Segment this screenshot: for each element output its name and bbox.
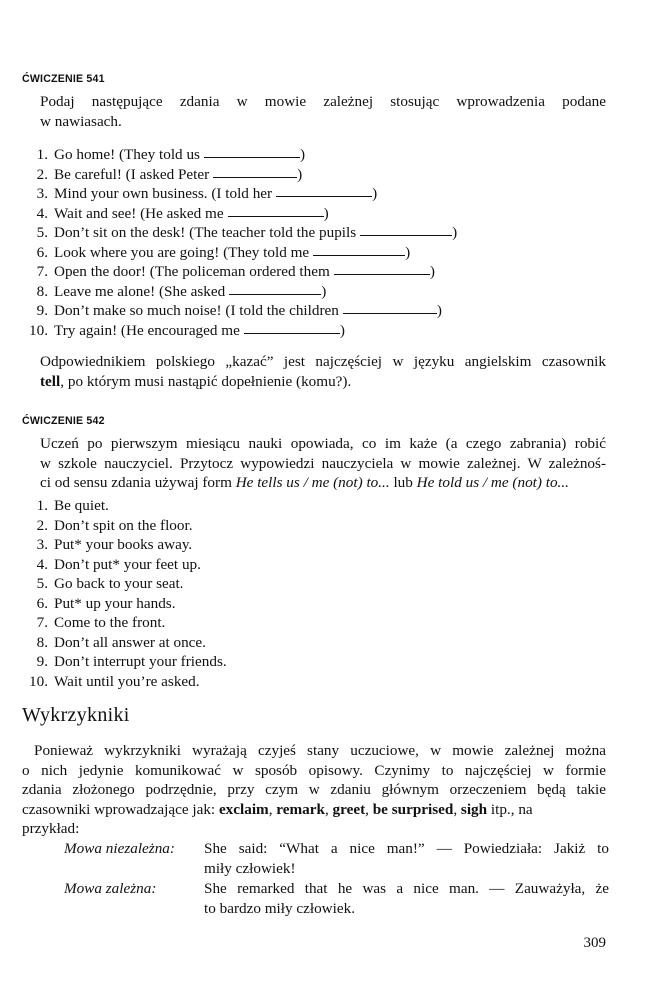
item-number: 1.: [36, 497, 48, 514]
verb-greet: greet: [332, 800, 366, 818]
item-text: Don’t sit on the desk! (The teacher told the pupils: [54, 224, 357, 241]
wykrzykniki-paragraph: [22, 741, 606, 839]
item-text: Be quiet.: [54, 497, 109, 514]
example-direct-line-2: miły człowiek!: [204, 859, 296, 877]
answer-blank[interactable]: [360, 223, 452, 236]
answer-blank[interactable]: [343, 301, 437, 314]
exercise-542-intro: [40, 434, 606, 493]
list-item: [18, 165, 618, 185]
item-number: 8.: [36, 633, 48, 651]
item-text: Don’t make so much noise! (I told the children: [54, 302, 339, 319]
instruction-line-1: Podaj następujące zdania w mowie zależnej stosując wprowadzenia podane: [40, 93, 606, 110]
closing-paren: ): [452, 224, 458, 241]
list-item: [18, 633, 618, 653]
intro-line-2: w szkole nauczyciel. Przytocz wypowiedzi nauczyciela w mowie zależnej. W zależnoś-: [40, 454, 606, 472]
paragraph-line-1: Ponieważ wykrzykniki wyrażają czyjeś stany uczuciowe, w mowie zależnej można: [34, 742, 606, 759]
item-number: 2.: [36, 516, 48, 534]
paragraph-line-5: przykład:: [22, 820, 80, 837]
list-item: [18, 243, 618, 263]
exercise-542-list: [18, 496, 618, 691]
item-number: 4.: [36, 555, 48, 573]
item-text: Don’t interrupt your friends.: [54, 653, 227, 670]
paragraph-line-4-start: czasowniki wprowadzające jak:: [22, 800, 219, 818]
page-number: 309: [583, 935, 606, 951]
closing-paren: ): [299, 146, 306, 163]
item-number: 6.: [36, 594, 48, 612]
answer-blank[interactable]: [244, 321, 340, 334]
item-number: 10.: [29, 672, 48, 690]
item-number: 7.: [36, 614, 48, 631]
item-text: Put* up your hands.: [54, 594, 176, 612]
item-text: Wait until you’re asked.: [54, 672, 200, 690]
closing-paren: ): [429, 263, 435, 280]
list-item: [18, 652, 618, 672]
item-number: 5.: [36, 224, 48, 241]
intro-line-3-mid: lub: [389, 474, 417, 491]
example-label-direct: Mowa niezależna:: [64, 840, 175, 857]
intro-line-3: [40, 473, 606, 493]
list-item: [18, 184, 618, 204]
item-text: Go back to your seat.: [54, 575, 184, 592]
list-item: [18, 262, 618, 282]
answer-blank[interactable]: [334, 262, 430, 275]
item-text: Be careful! (I asked Peter: [54, 165, 210, 183]
item-text: Try again! (He encouraged me: [54, 321, 240, 339]
item-text: Go home! (They told us: [54, 146, 200, 163]
item-text: Leave me alone! (She asked: [54, 282, 226, 300]
answer-blank[interactable]: [276, 184, 372, 197]
item-text: Don’t put* your feet up.: [54, 555, 201, 573]
item-number: 8.: [36, 282, 48, 300]
exercise-541-instruction: [40, 92, 606, 131]
list-item: [18, 496, 618, 516]
item-number: 6.: [36, 243, 48, 261]
list-item: [18, 301, 618, 321]
item-number: 10.: [29, 321, 48, 339]
verb-sigh: sigh: [460, 800, 488, 818]
exercise-541-list: [18, 145, 618, 340]
item-text: Put* your books away.: [54, 536, 193, 553]
instruction-line-2: w nawiasach.: [40, 112, 122, 130]
answer-blank[interactable]: [213, 165, 297, 178]
example-label-reported: Mowa zależna:: [64, 880, 157, 897]
answer-blank[interactable]: [313, 243, 405, 256]
closing-paren: ): [372, 185, 378, 202]
closing-paren: ): [339, 321, 345, 339]
list-item: [18, 282, 618, 302]
exercise-542-heading: ĆWICZENIE 542: [22, 415, 105, 427]
list-item: [18, 672, 618, 692]
list-item: [18, 535, 618, 555]
item-text: Open the door! (The policeman ordered them: [54, 263, 330, 280]
verb-remark: remark: [276, 800, 325, 818]
closing-paren: ): [436, 302, 442, 319]
section-heading-wykrzykniki: Wykrzykniki: [22, 704, 130, 726]
example-text-direct: [204, 839, 609, 878]
item-text: Wait and see! (He asked me: [54, 204, 224, 222]
answer-blank[interactable]: [229, 282, 321, 295]
closing-paren: ): [323, 204, 329, 222]
list-item: [18, 145, 618, 165]
note-bold-term: tell: [40, 372, 61, 390]
answer-blank[interactable]: [204, 145, 300, 158]
item-text: Mind your own business. (I told her: [54, 185, 273, 202]
exercise-541-heading: ĆWICZENIE 541: [22, 73, 105, 85]
example-reported-line-2: to bardzo miły człowiek.: [204, 899, 355, 917]
list-item: [18, 516, 618, 536]
item-number: 9.: [36, 653, 48, 670]
item-text: Come to the front.: [54, 614, 166, 631]
example-direct-line-1: She said: “What a nice man!” — Powiedziała: Jakiż to: [204, 840, 609, 857]
item-number: 2.: [36, 165, 48, 183]
closing-paren: ): [321, 282, 327, 300]
item-number: 5.: [36, 575, 48, 592]
paragraph-line-3: zdania złożonego podrzędnie, przy czym w zdaniu głównym orzeczeniem będą takie: [22, 781, 606, 798]
example-reported-line-1: She remarked that he was a nice man. — Zauważyła, że: [204, 880, 609, 897]
closing-paren: ): [297, 165, 303, 183]
example-direct-speech: [64, 839, 609, 878]
item-number: 3.: [36, 536, 48, 553]
paragraph-line-4-end: itp., na: [487, 800, 533, 818]
note-line-1: Odpowiednikiem polskiego „kazać” jest najczęściej w języku angielskim czasownik: [40, 353, 606, 370]
item-number: 4.: [36, 204, 48, 222]
intro-form-past: He told us / me (not) to...: [416, 474, 569, 491]
example-reported-speech: [64, 879, 609, 918]
item-number: 9.: [36, 302, 48, 319]
list-item: [18, 555, 618, 575]
note-line-2-rest: , po którym musi nastąpić dopełnienie (komu?).: [60, 372, 352, 390]
list-item: [18, 594, 618, 614]
list-item: [18, 223, 618, 243]
example-text-reported: [204, 879, 609, 918]
paragraph-line-2: o nich jedynie komunikować w sposób opisowy. Czynimy to najczęściej w formie: [22, 761, 606, 779]
note-line-2: [40, 372, 606, 392]
list-item: [18, 574, 618, 594]
item-text: Don’t spit on the floor.: [54, 516, 193, 534]
list-item: [18, 321, 618, 341]
list-item: [18, 204, 618, 224]
intro-form-present: He tells us / me (not) to...: [235, 474, 390, 491]
intro-line-3-start: ci od sensu zdania używaj form: [40, 474, 236, 491]
intro-line-1: Uczeń po pierwszym miesiącu nauki opowiada, co im każe (a czego zabrania) robić: [40, 435, 606, 452]
item-text: Look where you are going! (They told me: [54, 243, 310, 261]
item-number: 3.: [36, 185, 48, 202]
answer-blank[interactable]: [228, 204, 324, 217]
exercise-541-note: [40, 352, 606, 391]
item-text: Don’t all answer at once.: [54, 633, 206, 651]
verb-exclaim: exclaim: [218, 800, 269, 818]
closing-paren: ): [405, 243, 411, 261]
list-item: [18, 613, 618, 633]
verb-be-surprised: be surprised: [372, 800, 454, 818]
item-number: 7.: [36, 263, 48, 280]
item-number: 1.: [36, 146, 48, 163]
paragraph-line-4: czasowniki wprowadzające jak: exclaim, remark, greet, be surprised, sigh itp., na: [22, 800, 533, 818]
